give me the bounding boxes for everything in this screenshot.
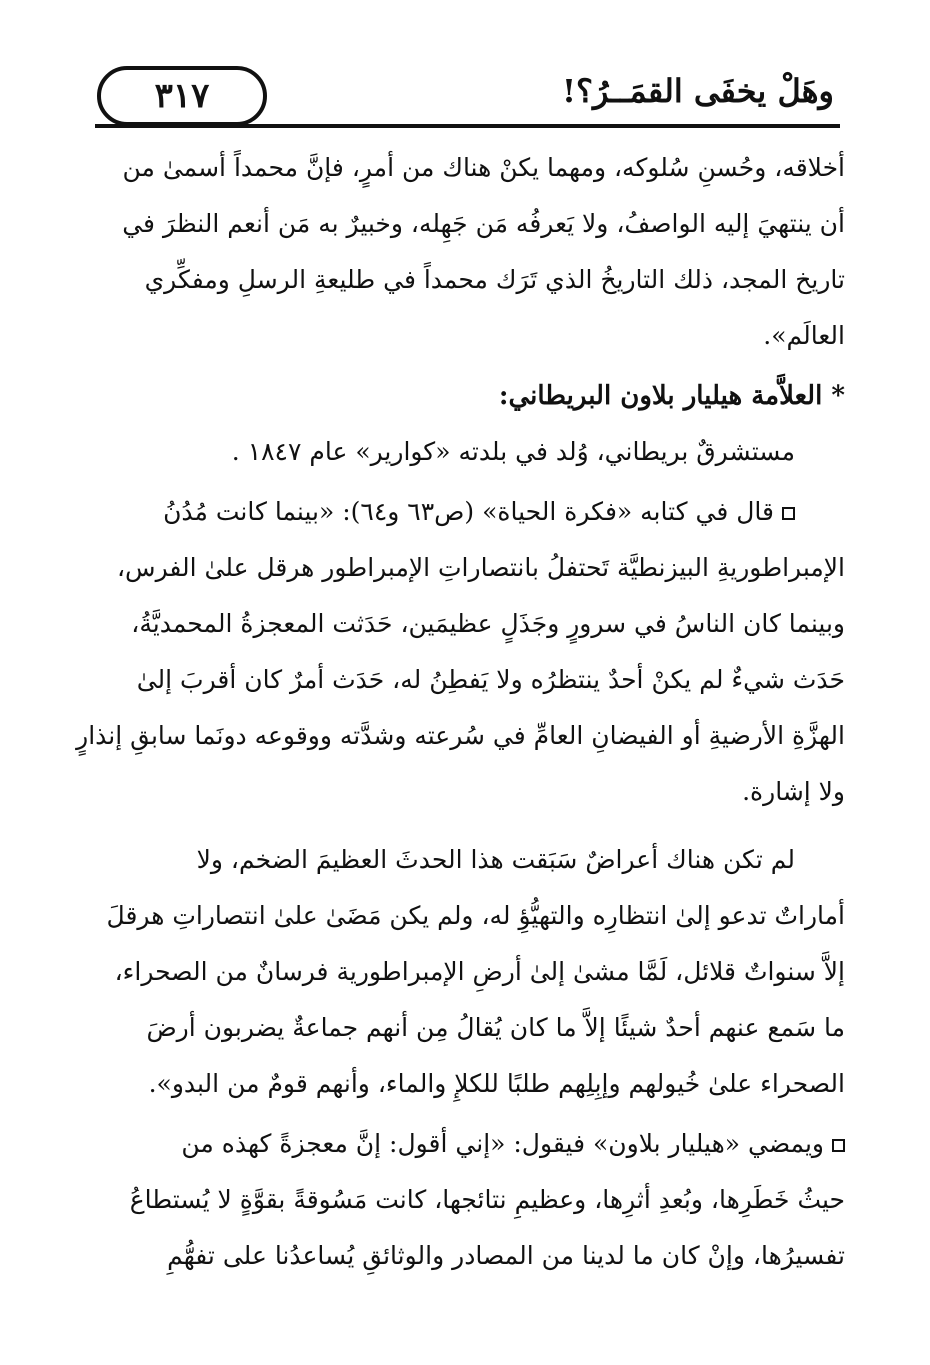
section-heading	[95, 368, 845, 424]
paragraph-1	[95, 140, 845, 364]
square-bullet-icon	[832, 1139, 845, 1152]
text-line: الإمبراطوريةِ البيزنطيَّة تَحتفلُ بانتصاراتِ الإمبراطور هرقل علىٰ الفرس،	[116, 553, 845, 582]
text-line: مستشرقٌ بريطاني، وُلد في بلدته «كوارير» عام ١٨٤٧ .	[231, 437, 795, 466]
paragraph-4	[95, 832, 845, 1112]
heading-marker: *	[831, 381, 845, 411]
text-line: أماراتٌ تدعو إلىٰ انتظارِه والتهيُّؤِ له، ولم يكن مَضَىٰ علىٰ انتصاراتِ هرقلَ	[106, 901, 845, 930]
heading-text: العلاَّمة هيليار بلاون البريطاني:	[498, 381, 823, 411]
text-line: أخلاقه، وحُسنِ سُلوكه، ومهما يكنْ هناك من أمرٍ، فإنَّ محمداً أسمىٰ من	[122, 153, 845, 182]
paragraph-3	[76, 484, 845, 820]
text-line	[95, 484, 845, 540]
text-line-content: ويمضي «هيليار بلاون» فيقول: «إني أقول: إنَّ معجزةً كهذه من	[181, 1129, 824, 1158]
text-line: وبينما كان الناسُ في سرورٍ وجَذَلٍ عظيمَين، حَدَثت المعجزةُ المحمديَّةُ،	[131, 609, 845, 638]
text-line: تفسيرُها، وإنْ كان ما لدينا من المصادر والوثائقِ يُساعدُنا على تفهُّمِ	[167, 1241, 845, 1270]
text-line: تاريخ المجد، ذلك التاريخُ الذي تَرَك محمداً في طليعةِ الرسلِ ومفكِّري	[144, 265, 845, 294]
text-line: الهزَّةِ الأرضيةِ أو الفيضانِ العامِّ في سُرعته وشدَّته ووقوعه دونَما سابقِ إنذارٍ	[76, 721, 845, 750]
text-line: لم تكن هناك أعراضٌ سَبَقت هذا الحدثَ العظيمَ الضخم، ولا	[196, 845, 795, 874]
text-line	[95, 1116, 845, 1172]
page-body	[76, 140, 845, 1288]
text-line: ولا إشارة.	[742, 777, 845, 806]
paragraph-2	[95, 424, 845, 480]
paragraph-5	[95, 1116, 845, 1284]
text-line-content: قال في كتابه «فكرة الحياة» (ص٦٣ و٦٤): «بينما كانت مُدُنُ	[163, 497, 774, 526]
page-number-badge	[97, 66, 267, 126]
text-line: ما سَمع عنهم أحدٌ شيئًا إلاَّ ما كان يُقالُ مِن أنهم جماعةٌ يضربون أرضَ	[146, 1013, 845, 1042]
text-line: إلاَّ سنواتٌ قلائل، لَمَّا مشىٰ إلىٰ أرضِ الإمبراطورية فرسانٌ من الصحراء،	[114, 957, 845, 986]
page-header	[95, 66, 840, 132]
square-bullet-icon	[782, 507, 795, 520]
text-line: الصحراء علىٰ خُيولهم وإبِلِهم طلبًا للكلإِ والماء، وأنهم قومٌ من البدو».	[148, 1069, 845, 1098]
text-line: أن ينتهيَ إليه الواصفُ، ولا يَعرفُه مَن جَهِله، وخبيرٌ به مَن أنعم النظرَ في	[122, 209, 845, 238]
running-title: وهَلْ يخفَى القمَــرُ؟!	[561, 72, 834, 110]
text-line: العالَم».	[763, 321, 845, 350]
text-line: حَدَث شيءٌ لم يكنْ أحدٌ ينتظرُه ولا يَفطِنُ له، حَدَث أمرٌ كان أقربَ إلىٰ	[136, 665, 845, 694]
text-line: حيثُ خَطَرِها، وبُعدِ أثرِها، وعظيمِ نتائجها، كانت مَسُوقةً بقوَّةٍ لا يُستطاعُ	[129, 1185, 845, 1214]
page-number: ٣١٧	[154, 76, 210, 116]
